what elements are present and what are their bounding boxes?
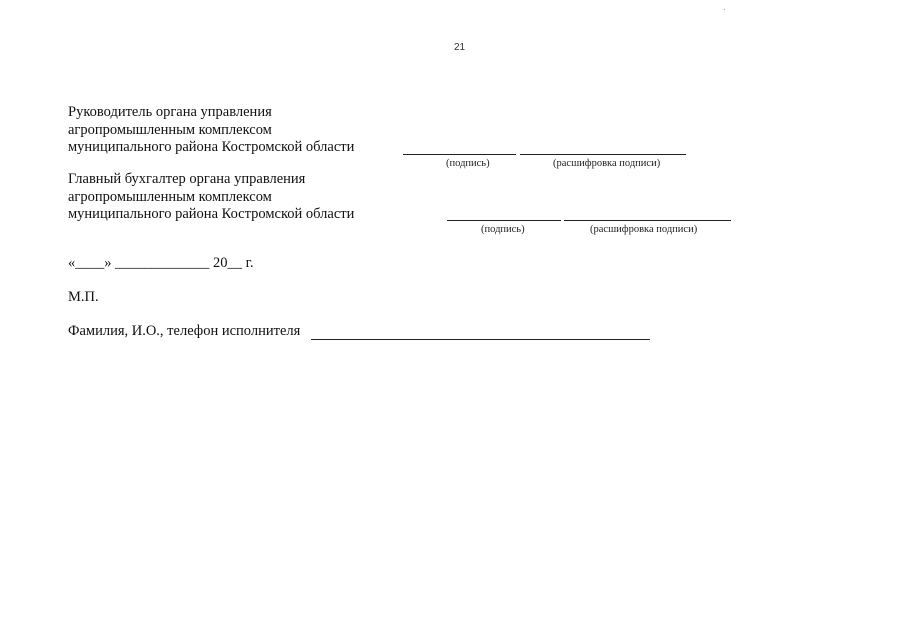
head-decoding-caption: (расшифровка подписи) bbox=[553, 158, 661, 169]
date-line bbox=[68, 255, 254, 272]
stamp-place: М.П. bbox=[68, 289, 99, 305]
date-close-quote: » bbox=[104, 255, 112, 271]
head-title-line-1: Руководитель органа управления bbox=[68, 104, 272, 120]
head-signature-caption: (подпись) bbox=[446, 158, 490, 169]
date-day-blank[interactable]: ____ bbox=[75, 255, 105, 271]
head-decoding-field[interactable] bbox=[520, 154, 686, 155]
accountant-title-line-2: агропромышленным комплексом bbox=[68, 188, 272, 205]
page-number: 21 bbox=[454, 42, 466, 53]
scan-speck bbox=[724, 9, 725, 10]
head-signature-field[interactable] bbox=[403, 154, 516, 155]
date-year-blank[interactable]: __ bbox=[227, 255, 242, 271]
accountant-signature-field[interactable] bbox=[447, 220, 561, 221]
head-title-line-2: агропромышленным комплексом bbox=[68, 121, 272, 138]
accountant-title-line-3: муниципального района Костромской области bbox=[68, 206, 355, 222]
date-month-blank[interactable]: _____________ bbox=[115, 255, 210, 271]
executor-field[interactable] bbox=[311, 339, 650, 340]
accountant-signature-caption: (подпись) bbox=[481, 224, 525, 235]
executor-label: Фамилия, И.О., телефон исполнителя bbox=[68, 323, 301, 339]
accountant-decoding-caption: (расшифровка подписи) bbox=[590, 224, 698, 235]
accountant-decoding-field[interactable] bbox=[564, 220, 731, 221]
accountant-title-block bbox=[68, 171, 354, 224]
accountant-title-line-1: Главный бухгалтер органа управления bbox=[68, 171, 306, 187]
head-title-block bbox=[68, 104, 354, 157]
date-open-quote: « bbox=[68, 255, 76, 271]
date-year-suffix: г. bbox=[245, 255, 254, 271]
head-title-line-3: муниципального района Костромской области bbox=[68, 139, 355, 155]
date-year-prefix: 20 bbox=[213, 255, 228, 271]
